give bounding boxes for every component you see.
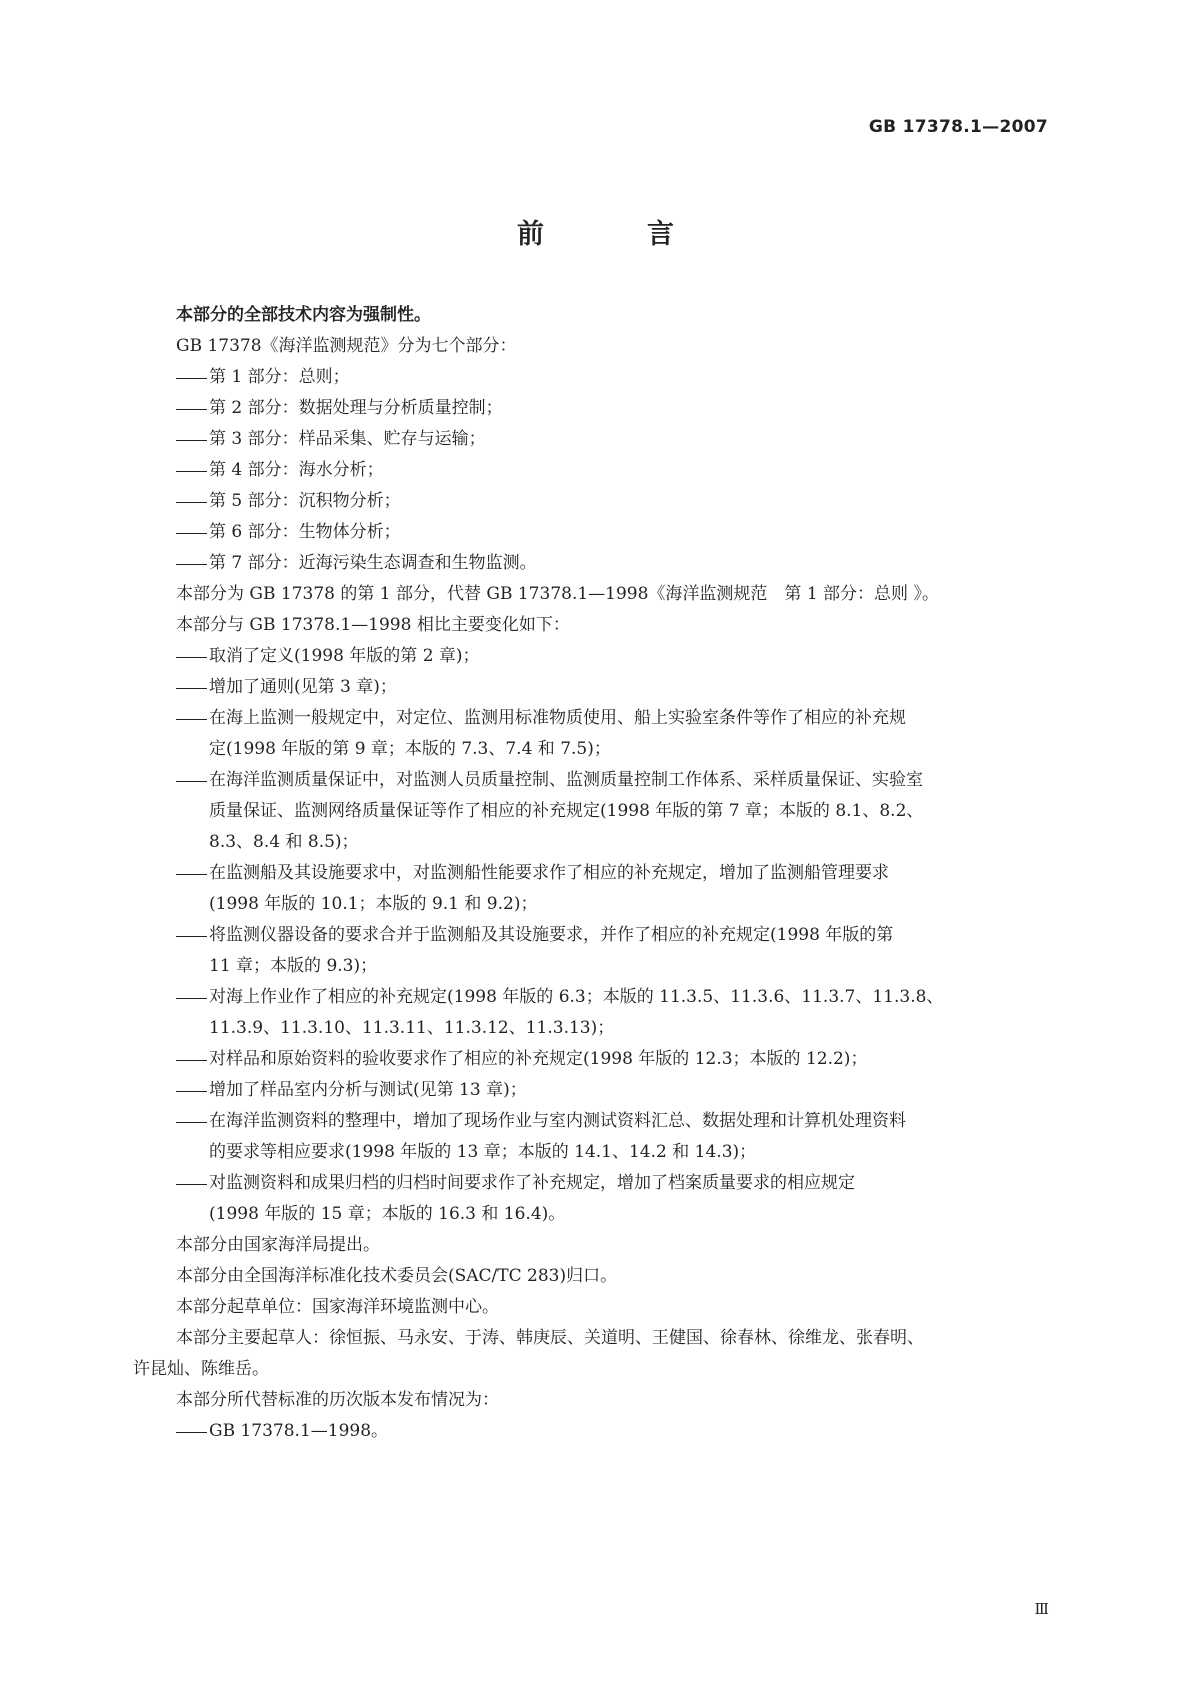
page-number: Ⅲ <box>1034 1600 1049 1618</box>
dash-marker <box>176 765 209 796</box>
dash-marker <box>176 548 209 579</box>
list-item: 对样品和原始资料的验收要求作了相应的补充规定(1998 年版的 12.3；本版的 12.2)； <box>133 1044 1058 1075</box>
list-item: 在监测船及其设施要求中，对监测船性能要求作了相应的补充规定，增加了监测船管理要求 (1998 年版的 10.1；本版的 9.1 和 9.2)； <box>133 858 1058 920</box>
list-item: 对海上作业作了相应的补充规定(1998 年版的 6.3；本版的 11.3.5、11.3.6、11.3.7、11.3.8、 11.3.9、11.3.10、11.3.11、11.3.12、11.3.13)； <box>133 982 1058 1044</box>
list-item: 增加了样品室内分析与测试(见第 13 章)； <box>133 1075 1058 1106</box>
dash-marker <box>176 858 209 889</box>
standard-code: GB 17378.1—2007 <box>868 117 1048 137</box>
dash-marker <box>176 1075 209 1106</box>
list-item: GB 17378.1—1998。 <box>133 1416 1058 1447</box>
drafting-unit-statement: 本部分起草单位：国家海洋环境监测中心。 <box>176 1297 499 1317</box>
dash-marker <box>176 455 209 486</box>
committee-statement: 本部分由全国海洋标准化技术委员会(SAC/TC 283)归口。 <box>176 1266 618 1286</box>
parts-list <box>133 362 1058 579</box>
foreword-body <box>133 300 1058 1447</box>
dash-marker <box>176 424 209 455</box>
list-item: 增加了通则(见第 3 章)； <box>133 672 1058 703</box>
dash-marker <box>176 393 209 424</box>
list-item: 第 1 部分：总则； <box>133 362 1058 393</box>
dash-marker <box>176 1106 209 1137</box>
mandatory-statement: 本部分的全部技术内容为强制性。 <box>176 305 431 325</box>
dash-marker <box>176 920 209 951</box>
dash-marker <box>176 1416 209 1447</box>
dash-marker <box>176 982 209 1013</box>
history-intro: 本部分所代替标准的历次版本发布情况为： <box>176 1390 499 1410</box>
list-item: 第 6 部分：生物体分析； <box>133 517 1058 548</box>
list-item: 将监测仪器设备的要求合并于监测船及其设施要求，并作了相应的补充规定(1998 年版的第 11 章；本版的 9.3)； <box>133 920 1058 982</box>
list-item: 取消了定义(1998 年版的第 2 章)； <box>133 641 1058 672</box>
history-list <box>133 1416 1058 1447</box>
list-item: 第 3 部分：样品采集、贮存与运输； <box>133 424 1058 455</box>
dash-marker <box>176 641 209 672</box>
proposer-statement: 本部分由国家海洋局提出。 <box>176 1235 380 1255</box>
page-title: 前 言 <box>517 219 712 250</box>
list-item: 在海洋监测资料的整理中，增加了现场作业与室内测试资料汇总、数据处理和计算机处理资料 的要求等相应要求(1998 年版的 13 章；本版的 14.1、14.2 和 14.3)； <box>133 1106 1058 1168</box>
drafters-continuation: 许昆灿、陈维岳。 <box>133 1359 269 1379</box>
list-item: 在海洋监测质量保证中，对监测人员质量控制、监测质量控制工作体系、采样质量保证、实验室 质量保证、监测网络质量保证等作了相应的补充规定(1998 年版的第 7 章；本版的 8.1、8.2、 8.3、8.4 和 8.5)； <box>133 765 1058 858</box>
dash-marker <box>176 517 209 548</box>
list-item: 第 5 部分：沉积物分析； <box>133 486 1058 517</box>
dash-marker <box>176 703 209 734</box>
list-item: 对监测资料和成果归档的归档时间要求作了补充规定，增加了档案质量要求的相应规定 (1998 年版的 15 章；本版的 16.3 和 16.4)。 <box>133 1168 1058 1230</box>
dash-marker <box>176 362 209 393</box>
parts-intro: GB 17378《海洋监测规范》分为七个部分： <box>176 336 517 356</box>
changes-list <box>133 641 1058 1230</box>
replacement-statement: 本部分为 GB 17378 的第 1 部分，代替 GB 17378.1—1998《海洋监测规范 第 1 部分：总则 》。 <box>176 584 939 604</box>
dash-marker <box>176 1168 209 1199</box>
dash-marker <box>176 672 209 703</box>
list-item: 第 7 部分：近海污染生态调查和生物监测。 <box>133 548 1058 579</box>
drafters-statement: 本部分主要起草人：徐恒振、马永安、于涛、韩庚辰、关道明、王健国、徐春林、徐维龙、张春明、 <box>176 1328 924 1348</box>
changes-intro: 本部分与 GB 17378.1—1998 相比主要变化如下： <box>176 615 570 635</box>
dash-marker <box>176 1044 209 1075</box>
list-item: 在海上监测一般规定中，对定位、监测用标准物质使用、船上实验室条件等作了相应的补充规 定(1998 年版的第 9 章；本版的 7.3、7.4 和 7.5)； <box>133 703 1058 765</box>
list-item: 第 2 部分：数据处理与分析质量控制； <box>133 393 1058 424</box>
list-item: 第 4 部分：海水分析； <box>133 455 1058 486</box>
dash-marker <box>176 486 209 517</box>
